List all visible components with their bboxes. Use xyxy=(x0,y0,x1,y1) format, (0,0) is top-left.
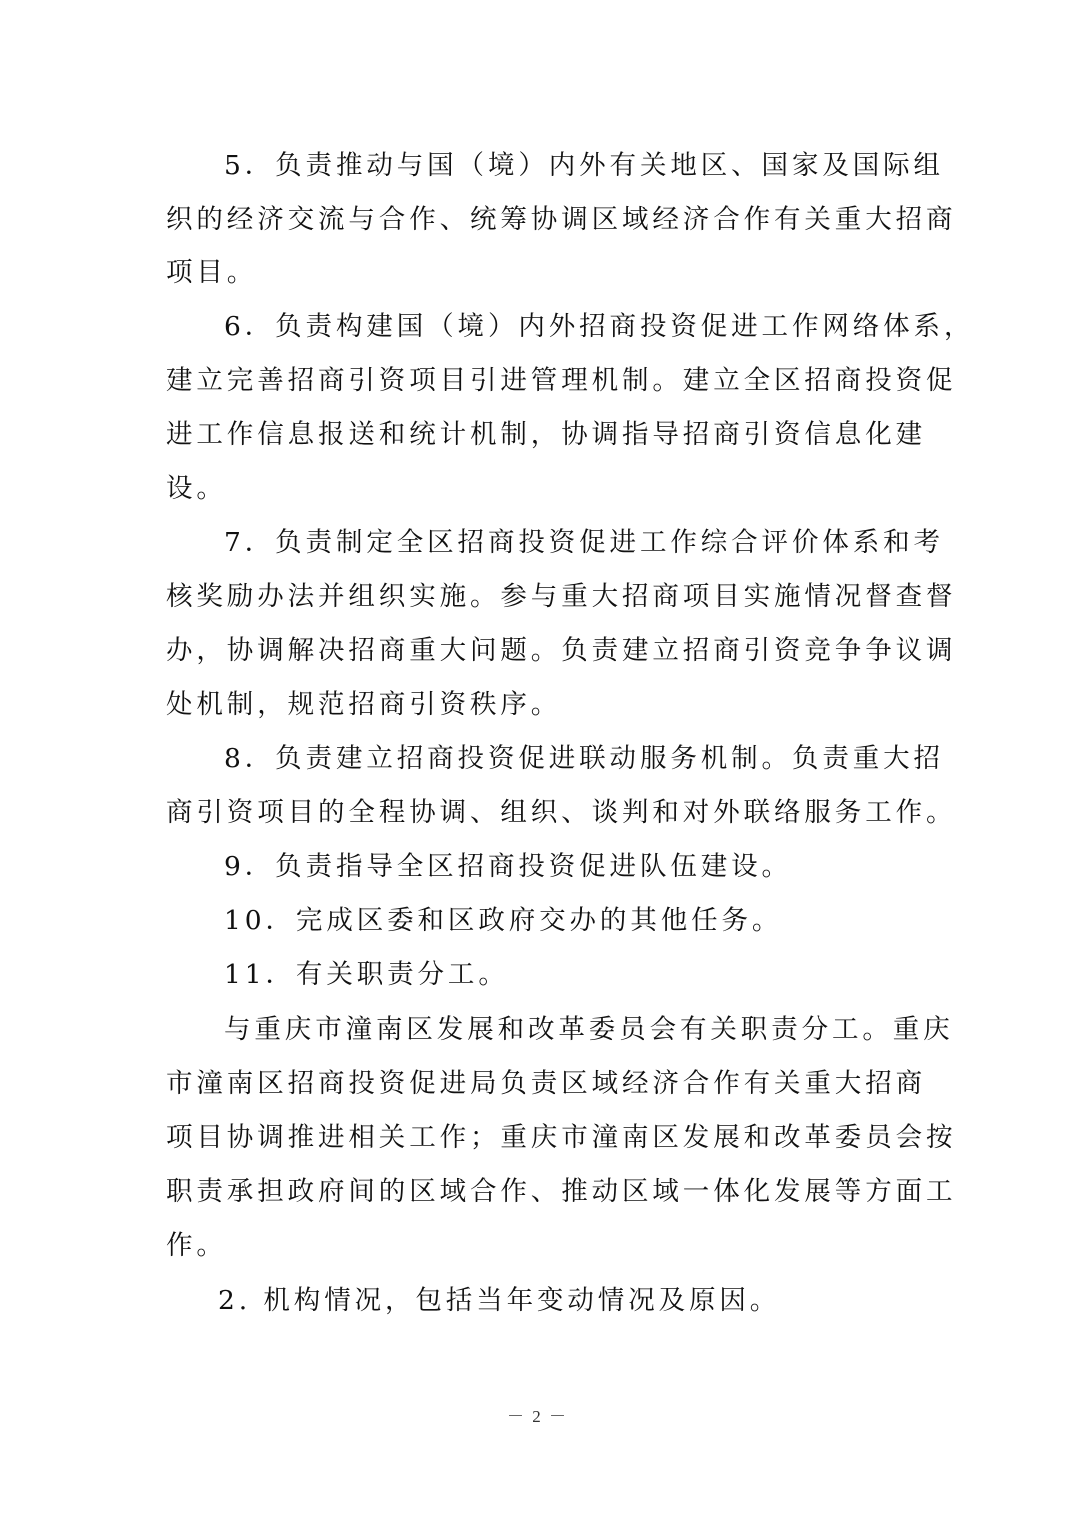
text-line: 项目。 xyxy=(166,257,258,288)
text-line: 核奖励办法并组织实施。参与重大招商项目实施情况督查督 xyxy=(166,581,957,612)
text-line: 进工作信息报送和统计机制，协调指导招商引资信息化建 xyxy=(166,419,926,450)
text-line: 商引资项目的全程协调、组织、谈判和对外联络服务工作。 xyxy=(166,797,957,828)
text-line: 设。 xyxy=(166,473,227,504)
text-line: 职责承担政府间的区域合作、推动区域一体化发展等方面工 xyxy=(166,1176,957,1207)
text-line: 建立完善招商引资项目引进管理机制。建立全区招商投资促 xyxy=(166,365,957,396)
text-line: 5．负责推动与国（境）内外有关地区、国家及国际组 xyxy=(224,150,944,181)
text-line: 8．负责建立招商投资促进联动服务机制。负责重大招 xyxy=(224,743,944,774)
text-line: 办，协调解决招商重大问题。负责建立招商引资竞争争议调 xyxy=(166,635,957,666)
text-line: 处机制，规范招商引资秩序。 xyxy=(166,689,562,720)
page-number: － 2 － xyxy=(507,1407,568,1426)
text-line: 11．有关职责分工。 xyxy=(224,959,509,990)
text-line: 项目协调推进相关工作；重庆市潼南区发展和改革委员会按 xyxy=(166,1122,957,1153)
section-heading: 2. 机构情况，包括当年变动情况及原因。 xyxy=(218,1285,781,1316)
text-line: 织的经济交流与合作、统筹协调区域经济合作有关重大招商 xyxy=(166,204,957,235)
text-line: 6．负责构建国（境）内外招商投资促进工作网络体系， xyxy=(224,311,975,342)
text-line: 9．负责指导全区招商投资促进队伍建设。 xyxy=(224,851,792,882)
text-line: 10．完成区委和区政府交办的其他任务。 xyxy=(224,905,783,936)
text-line: 7．负责制定全区招商投资促进工作综合评价体系和考 xyxy=(224,527,944,558)
text-line: 与重庆市潼南区发展和改革委员会有关职责分工。重庆 xyxy=(224,1014,954,1045)
text-line: 作。 xyxy=(166,1230,227,1261)
text-line: 市潼南区招商投资促进局负责区域经济合作有关重大招商 xyxy=(166,1068,926,1099)
